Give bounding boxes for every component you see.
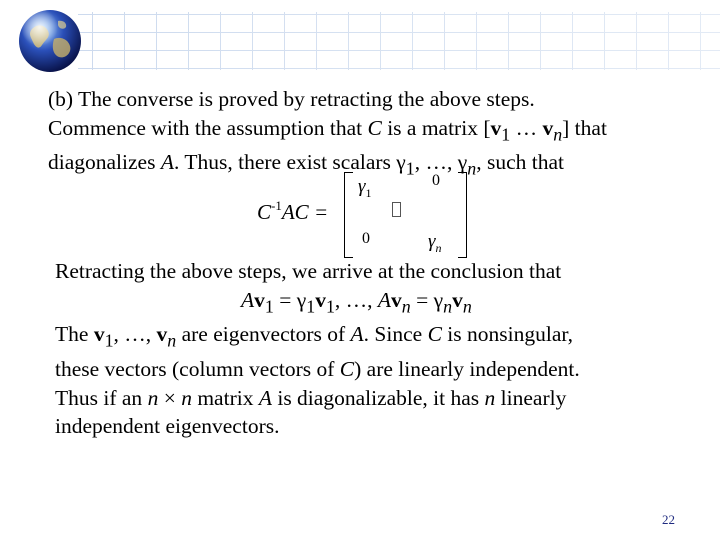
matrix-entry-gamma-1: $\gamma_1$ [358, 176, 372, 200]
paragraph-conclusion: Retracting the above steps, we arrive at the conclusion that $Av_1 = \gamma_1v_1$, …, $Av_n = \gamma_nv_n$ The $v_1$, …, $v_n$ are eigenvectors of A. Since C is nonsingular, these vectors (column vectors of C) are linearly independent. Thus if an n × n matrix A is diagonalizable, it has n linearly independent eigenvectors. [55, 259, 580, 439]
inverse-superscript: -1 [271, 198, 282, 213]
page-number: 22 [662, 512, 675, 527]
matrix-equation-lhs: $C^{-1}AC$ = [257, 198, 329, 224]
matrix-entry-gamma-n: $\gamma_n$ [428, 231, 442, 255]
globe-icon [18, 9, 82, 73]
header-grid-decoration [78, 12, 720, 70]
matrix-entry-zero-bottom: 0 [362, 230, 370, 247]
matrix-right-bracket [458, 172, 467, 258]
matrix-missing-glyph-box [392, 202, 401, 217]
eigen-equation: $Av_1 = \gamma_1v_1$, …, $Av_n = \gamma_nv_n$ [241, 287, 472, 316]
diagonal-matrix-equation [254, 168, 480, 260]
matrix-left-bracket [344, 172, 353, 258]
paragraph-converse-proof: (b) The converse is proved by retracting the above steps. Commence with the assumption that C is a matrix [$v_1$ … $v_n$] that diagonalizes A. Thus, there exist scalars $\gamma_1$, …, $\gamma_n$, such that [48, 87, 607, 179]
matrix-entry-zero-top: 0 [432, 172, 440, 189]
